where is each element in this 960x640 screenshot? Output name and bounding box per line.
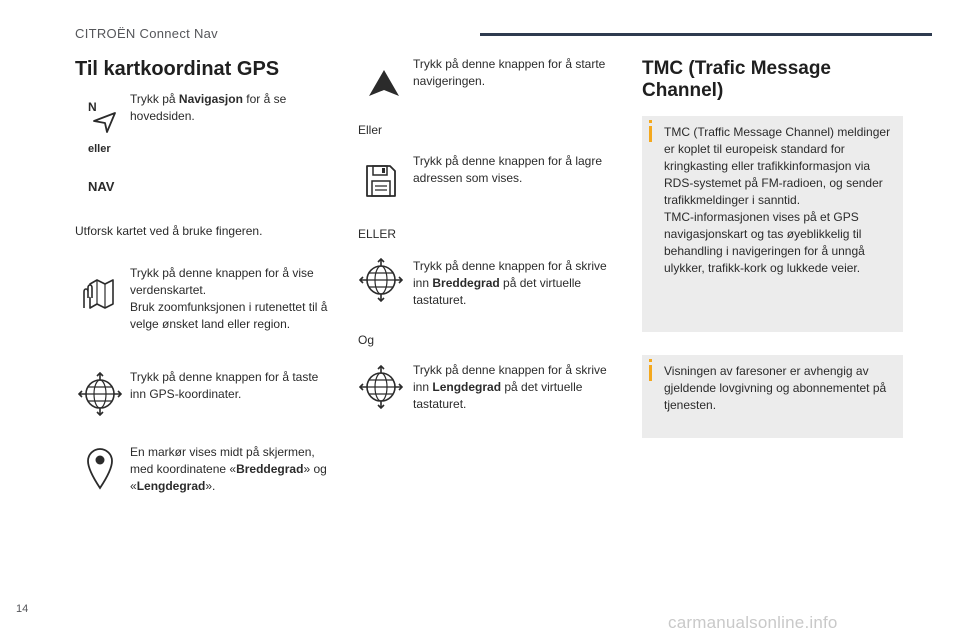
location-pin-icon bbox=[86, 446, 114, 490]
info-icon-dot bbox=[649, 359, 652, 362]
section-heading-tmc: TMC (Trafic Message Channel) bbox=[642, 58, 831, 101]
or-label-caps: ELLER bbox=[358, 227, 397, 241]
page-number: 14 bbox=[16, 603, 29, 615]
info-icon-dot bbox=[649, 120, 652, 123]
watermark: carmanualsonline.info bbox=[668, 613, 838, 632]
step-marker-text: En markør vises midt på skjermen, med koordinatene «Breddegrad» og «Lengdegrad». bbox=[130, 445, 327, 493]
explore-text: Utforsk kartet ved å bruke fingeren. bbox=[75, 224, 263, 238]
save-disk-icon bbox=[364, 163, 398, 199]
step-world-map-text: Trykk på denne knappen for å vise verdenskartet. Bruk zoomfunksjonen i rutenettet til å velge ønsket land eller region. bbox=[130, 266, 328, 331]
navigation-compass-icon bbox=[88, 99, 118, 133]
info-note-text: Visningen av faresoner er avhengig av gjeldende lovgivning og abonnementet på tjenesten. bbox=[664, 364, 887, 412]
section-heading-gps: Til kartkoordinat GPS bbox=[75, 58, 280, 80]
or-label-eller: Eller bbox=[358, 123, 383, 137]
nav-label: NAV bbox=[88, 179, 115, 194]
navigation-arrow-icon bbox=[367, 68, 401, 98]
hand-map-icon bbox=[80, 274, 116, 310]
step-save-address-text: Trykk på denne knappen for å lagre adressen som vises. bbox=[413, 154, 603, 185]
crosshair-globe-icon bbox=[78, 372, 122, 416]
header-title: CITROËN Connect Nav bbox=[75, 26, 218, 41]
step-navigation-text: Trykk på Navigasjon for å se hovedsiden. bbox=[130, 92, 287, 123]
info-note-hazard-zones bbox=[642, 355, 903, 438]
step-longitude-text: Trykk på denne knappen for å skrive inn Lengdegrad på det virtuelle tastaturet. bbox=[413, 363, 607, 411]
crosshair-globe-icon bbox=[359, 365, 403, 409]
svg-text:N: N bbox=[88, 100, 97, 114]
info-icon bbox=[649, 126, 652, 142]
info-note-tmc bbox=[642, 116, 903, 332]
and-label: Og bbox=[358, 333, 375, 347]
step-gps-coordinates-text: Trykk på denne knappen for å taste inn GPS-koordinater. bbox=[130, 370, 319, 401]
step-start-navigation-text: Trykk på denne knappen for å starte navigeringen. bbox=[413, 57, 606, 88]
info-note-text: TMC (Traffic Message Channel) meldinger er koplet til europeisk standard for kringkasting eller trafikkinformasjon via RDS-systemet på FM-radioen, og sender trafikkmeldinger i sanntid. TMC-informasjonen vises på et GPS navigasjonskart og tas øyeblikkelig til behandling i navigeringen for å unngå ulykker, trafikk-kork og lukkede veier. bbox=[664, 125, 891, 275]
step-latitude-text: Trykk på denne knappen for å skrive inn Breddegrad på det virtuelle tastaturet. bbox=[413, 259, 607, 307]
info-icon bbox=[649, 365, 652, 381]
crosshair-globe-icon bbox=[359, 258, 403, 302]
or-label: eller bbox=[88, 143, 111, 155]
header-rule bbox=[480, 33, 932, 36]
